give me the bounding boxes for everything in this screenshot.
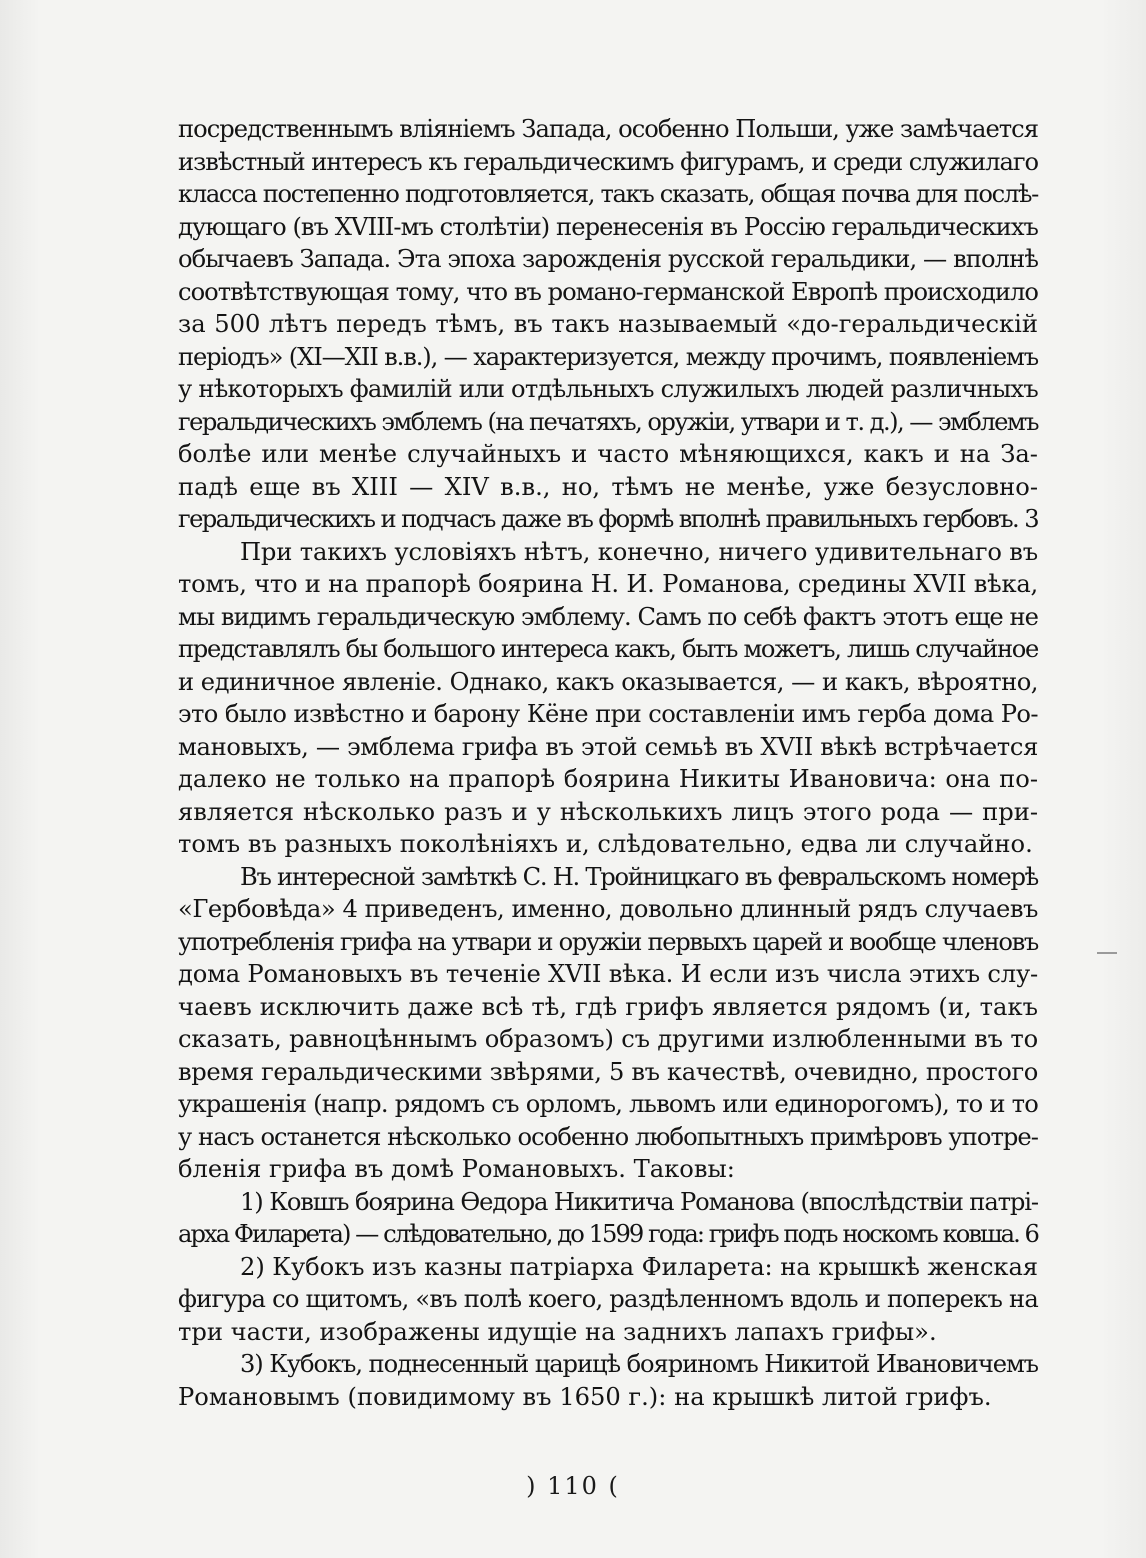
- text-line: фигура со щитомъ, «въ полѣ коего, раздѣленномъ вдоль и поперекъ на: [178, 1285, 1038, 1313]
- text-line: дома Романовыхъ въ теченіе XVII вѣка. И если изъ числа этихъ слу-: [178, 960, 1038, 988]
- page-number: ) 110 (: [526, 1472, 620, 1500]
- text-line: При такихъ условіяхъ нѣтъ, конечно, ничего удивительнаго въ: [240, 537, 1038, 566]
- text-line: болѣе или менѣе случайныхъ и часто мѣняющихся, какъ и на За-: [178, 440, 1038, 468]
- text-line: является нѣсколько разъ и у нѣсколькихъ лицъ этого рода — при-: [178, 797, 1038, 826]
- text-line: украшенія (напр. рядомъ съ орломъ, львомъ или единорогомъ), то и то: [178, 1090, 1038, 1118]
- text-line: чаевъ исключить даже всѣ тѣ, гдѣ грифъ является рядомъ (и, такъ: [178, 992, 1038, 1021]
- text-line: 1) Ковшъ боярина Өедора Никитича Романова (впослѣдствіи патрі-: [240, 1187, 1038, 1216]
- margin-mark: [1097, 952, 1117, 954]
- text-line: арха Филарета) — слѣдовательно, до 1599 года: грифъ подъ носкомъ ковша. 6: [178, 1220, 1038, 1248]
- text-line: за 500 лѣтъ передъ тѣмъ, въ такъ называемый «до-геральдическій: [178, 310, 1038, 338]
- body-text: [178, 113, 1038, 1413]
- text-line: бленія грифа въ домѣ Романовыхъ. Таковы:: [178, 1155, 735, 1183]
- text-line: 2) Кубокъ изъ казны патріарха Филарета: на крышкѣ женская: [240, 1252, 1038, 1281]
- text-line: извѣстный интересъ къ геральдическимъ фигурамъ, и среди служилаго: [178, 147, 1038, 176]
- text-line: и единичное явленіе. Однако, какъ оказывается, — и какъ, вѣроятно,: [178, 667, 1038, 696]
- text-line: томъ въ разныхъ поколѣніяхъ и, слѣдовательно, едва ли случайно.: [178, 830, 1033, 858]
- text-line: томъ, что и на прапорѣ боярина Н. И. Романова, средины XVII вѣка,: [178, 570, 1038, 598]
- text-line: у нѣкоторыхъ фамилій или отдѣльныхъ служилыхъ людей различныхъ: [178, 375, 1038, 403]
- text-line: дующаго (въ XVIII-мъ столѣтіи) перенесенія въ Россію геральдическихъ: [178, 212, 1038, 241]
- text-line: падѣ еще въ XIII — XIV в.в., но, тѣмъ не менѣе, уже безусловно-: [178, 472, 1038, 501]
- text-line: періодъ» (XI—XII в.в.), — характеризуется, между прочимъ, появленіемъ: [178, 342, 1038, 371]
- text-line: соотвѣтствующая тому, что въ романо-германской Европѣ происходило: [178, 277, 1038, 306]
- text-line: геральдическихъ эмблемъ (на печатяхъ, оружіи, утвари и т. д.), — эмблемъ: [178, 407, 1038, 436]
- text-line: посредственнымъ вліяніемъ Запада, особенно Польши, уже замѣчается: [178, 115, 1038, 143]
- text-line: представлялъ бы большого интереса какъ, быть можетъ, лишь случайное: [178, 635, 1038, 663]
- text-line: «Гербовѣда» 4 приведенъ, именно, довольно длинный рядъ случаевъ: [178, 895, 1038, 923]
- text-line: время геральдическими звѣрями, 5 въ качествѣ, очевидно, простого: [178, 1057, 1038, 1086]
- text-line: Въ интересной замѣткѣ С. Н. Тройницкаго въ февральскомъ номерѣ: [240, 862, 1038, 891]
- text-line: три части, изображены идущіе на заднихъ лапахъ грифы».: [178, 1317, 937, 1346]
- text-line: обычаевъ Запада. Эта эпоха зарожденія русской геральдики, — вполнѣ: [178, 245, 1038, 273]
- text-line: употребленія грифа на утвари и оружіи первыхъ царей и вообще членовъ: [178, 927, 1038, 956]
- text-line: у насъ останется нѣсколько особенно любопытныхъ примѣровъ употре-: [178, 1122, 1038, 1151]
- text-line: Романовымъ (повидимому въ 1650 г.): на крышкѣ литой грифъ.: [178, 1382, 992, 1411]
- text-line: геральдическихъ и подчасъ даже въ формѣ вполнѣ правильныхъ гербовъ. 3: [178, 505, 1038, 533]
- text-line: мы видимъ геральдическую эмблему. Самъ по себѣ фактъ этотъ еще не: [178, 602, 1038, 631]
- text-line: класса постепенно подготовляется, такъ сказать, общая почва для послѣ-: [178, 180, 1038, 208]
- text-line: это было извѣстно и барону Кёне при составленіи имъ герба дома Ро-: [178, 700, 1038, 728]
- text-line: мановыхъ, — эмблема грифа въ этой семьѣ въ XVII вѣкѣ встрѣчается: [178, 732, 1038, 761]
- text-line: сказать, равноцѣннымъ образомъ) съ другими излюбленными въ то: [178, 1025, 1038, 1053]
- text-line: 3) Кубокъ, поднесенный царицѣ бояриномъ Никитой Ивановичемъ: [240, 1350, 1038, 1378]
- text-line: далеко не только на прапорѣ боярина Никиты Ивановича: она по-: [178, 765, 1038, 793]
